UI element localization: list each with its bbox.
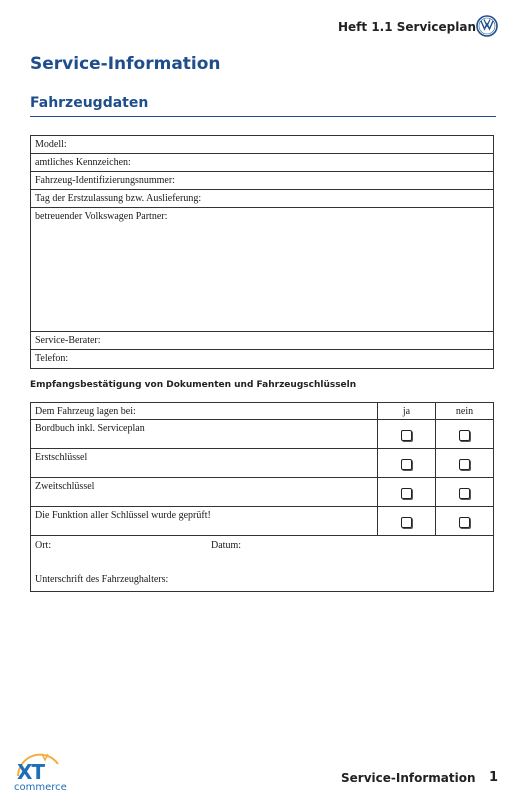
checkbox-ja[interactable] [401,488,412,499]
field-service-berater[interactable]: Service-Berater: [31,332,493,350]
checkbox-ja[interactable] [401,517,412,528]
table-row [31,449,493,478]
docs-table-header [31,403,493,420]
field-modell[interactable]: Modell: [31,136,493,154]
field-telefon[interactable]: Telefon: [35,353,69,364]
section-title: Fahrzeugdaten [30,95,149,111]
row-label: Die Funktion aller Schlüssel wurde geprüft! [35,510,211,521]
page-title: Service-Information [30,54,221,74]
watermark-brand: XT [17,760,45,784]
checkbox-nein[interactable] [459,517,470,528]
table-row [31,420,493,449]
vehicle-data-table [30,135,494,369]
header-label: Dem Fahrzeug lagen bei: [35,406,136,417]
docs-table [30,402,494,592]
checkbox-nein[interactable] [459,488,470,499]
table-row [31,507,493,536]
field-ort[interactable]: Ort: [35,540,52,551]
checkbox-nein[interactable] [459,430,470,441]
checkbox-ja[interactable] [401,430,412,441]
field-kennzeichen[interactable]: amtliches Kennzeichen: [31,154,493,172]
field-unterschrift[interactable]: Unterschrift des Fahrzeughalters: [35,574,169,585]
row-label: Erstschlüssel [35,452,88,463]
field-fin[interactable]: Fahrzeug-Identifizierungsnummer: [31,172,493,190]
row-label: Bordbuch inkl. Serviceplan [35,423,145,434]
docs-title: Empfangsbestätigung von Dokumenten und Fahrzeugschlüsseln [30,380,357,390]
watermark-sub: commerce [14,782,67,793]
field-datum[interactable]: Datum: [211,540,241,551]
signature-area [31,536,493,592]
field-erstzulassung[interactable]: Tag der Erstzulassung bzw. Auslieferung: [31,190,493,208]
vw-logo-icon [476,15,498,37]
footer-title: Service-Information [341,771,476,785]
header-nein: nein [435,403,493,419]
checkbox-ja[interactable] [401,459,412,470]
field-partner[interactable]: betreuender Volkswagen Partner: [31,208,493,332]
table-row [31,478,493,507]
row-label: Zweitschlüssel [35,481,95,492]
header-ja: ja [377,403,435,419]
page-number: 1 [489,770,499,785]
header-title: Heft 1.1 Serviceplan [338,20,476,34]
section-divider [30,116,496,117]
checkbox-nein[interactable] [459,459,470,470]
